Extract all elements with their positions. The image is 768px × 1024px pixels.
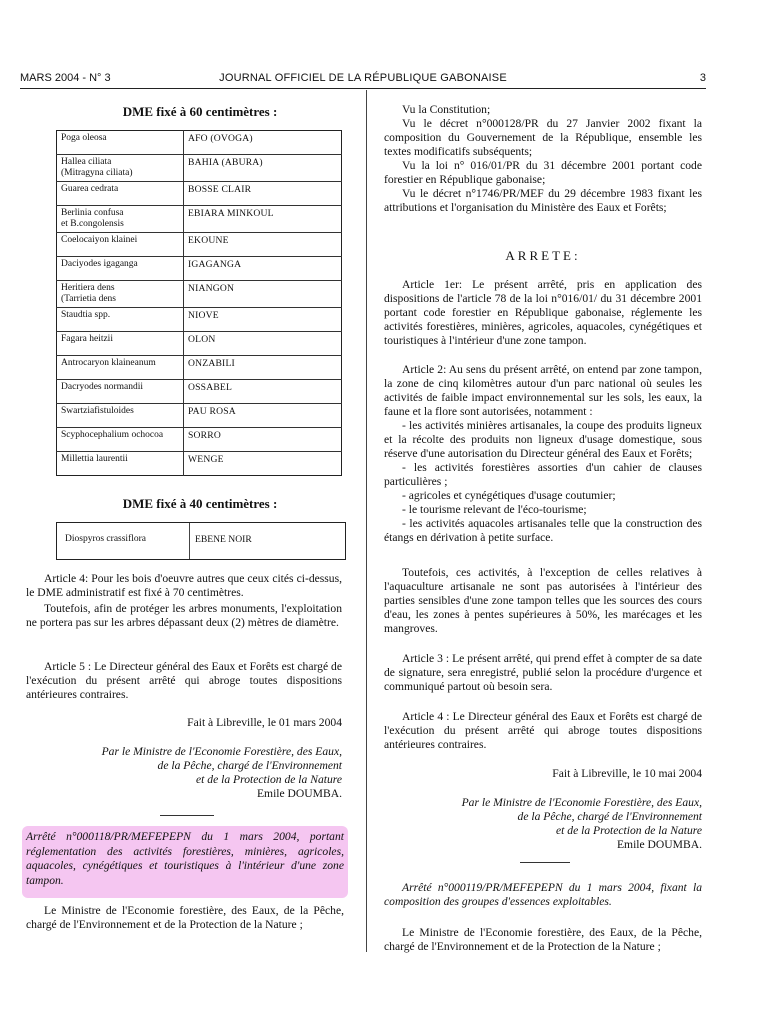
signatory-name: Emile DOUMBA. (616, 838, 702, 851)
species-scientific-name: Berlinia confusa et B.congolensis (57, 206, 184, 233)
list-item: - les activités minières artisanales, la coupe des produits ligneux et la récolte des produits non ligneux d'usage domestique, sous réserve d'une autorisation du Directeur général des Eaux et Forêts; (384, 419, 702, 460)
signature-block-left (26, 745, 342, 801)
species-common-name: EBENE NOIR (195, 534, 252, 545)
species-common-name: NIANGON (184, 281, 342, 308)
species-common-name: EKOUNE (184, 233, 342, 257)
dme60-caption: DME fixé à 60 centimètres : (122, 104, 278, 119)
arrete-heading: ARRETE: (505, 248, 581, 263)
list-item: - les activités forestières assorties d'un cahier de clauses particulières ; (384, 461, 702, 488)
species-table-60 (56, 130, 342, 476)
dme40-caption: DME fixé à 40 centimètres : (122, 496, 278, 511)
species-scientific-name: Millettia laurentii (57, 452, 184, 476)
issue-number: MARS 2004 - N° 3 (20, 72, 111, 84)
table-divider (189, 523, 190, 559)
vu-decret-128: Vu le décret n°000128/PR du 27 Janvier 2002 fixant la composition du Gouvernement de la République, ensemble les textes modificatifs subséquents; (384, 117, 702, 158)
species-common-name: BAHIA (ABURA) (184, 155, 342, 182)
section-divider (520, 862, 570, 863)
table-row (57, 257, 342, 281)
signature-block-right (384, 796, 702, 852)
article5-paragraph: Article 5 : Le Directeur général des Eaux et Forêts est chargé de l'exécution du présent arrêté qui abroge toutes dispositions antérieures contraires. (26, 660, 342, 701)
signature-line: et de la Protection de la Nature (196, 773, 342, 786)
species-scientific-name: Swartziafistuloides (57, 404, 184, 428)
species-common-name: WENGE (184, 452, 342, 476)
species-scientific-name: Antrocaryon klaineanum (57, 356, 184, 380)
species-common-name: SORRO (184, 428, 342, 452)
table-row (57, 356, 342, 380)
article2-list (384, 419, 702, 545)
table-row (57, 281, 342, 308)
species-common-name: BOSSE CLAIR (184, 182, 342, 206)
species-common-name: EBIARA MINKOUL (184, 206, 342, 233)
table-row (57, 308, 342, 332)
table-row (57, 182, 342, 206)
table-row (57, 404, 342, 428)
species-scientific-name: Hallea ciliata (Mitragyna ciliata) (57, 155, 184, 182)
species-common-name: AFO (OVOGA) (184, 131, 342, 155)
signature-line: de la Pêche, chargé de l'Environnement (517, 810, 702, 823)
species-scientific-name: Poga oleosa (61, 133, 107, 143)
table-row (57, 452, 342, 476)
table-row (57, 155, 342, 182)
species-scientific-name: Scyphocephalium ochocoa (57, 428, 184, 452)
table-row (57, 332, 342, 356)
species-common-name: PAU ROSA (184, 404, 342, 428)
article4-toutefois: Toutefois, afin de protéger les arbres monuments, l'exploitation ne portera pas sur les arbres dépassant deux (2) mètres de diamètre. (26, 602, 342, 629)
arrete-119-title: Arrêté n°000119/PR/MEFEPEPN du 1 mars 2004, fixant la composition des groupes d'essences exploitables. (384, 881, 702, 908)
table-row (57, 380, 342, 404)
species-common-name: NIOVE (184, 308, 342, 332)
species-scientific-name: Staudtia spp. (57, 308, 184, 332)
journal-title: JOURNAL OFFICIEL DE LA RÉPUBLIQUE GABONAISE (219, 72, 507, 84)
article4-paragraph-right: Article 4 : Le Directeur général des Eaux et Forêts est chargé de l'exécution du présent arrêté qui abroge toutes dispositions antérieures contraires. (384, 710, 702, 751)
arrete-118-title: Arrêté n°000118/PR/MEFEPEPN du 1 mars 2004, portant réglementation des activités forestières, minières, agricoles, aquacoles, cynégétiques et touristiques à l'intérieur d'une zone tampon. (26, 830, 344, 887)
species-common-name: OSSABEL (184, 380, 342, 404)
article4-paragraph: Article 4: Pour les bois d'oeuvre autres que ceux cités ci-dessus, le DME administratif est fixé à 70 centimètres. (26, 572, 342, 599)
signature-line: et de la Protection de la Nature (556, 824, 702, 837)
species-scientific-name: Diospyros crassiflora (65, 534, 146, 544)
section-divider (160, 815, 214, 816)
signatory-name: Emile DOUMBA. (256, 787, 342, 800)
minister-intro-right: Le Ministre de l'Economie forestière, des Eaux, de la Pêche, chargé de l'Environnement et de la Protection de la Nature ; (384, 926, 702, 953)
species-table-40 (56, 522, 346, 560)
article2-paragraph: Article 2: Au sens du présent arrêté, on entend par zone tampon, la zone de cinq kilomètres autour d'un parc national où seules les activités de faible impact environnemental sur les sols, les eaux, la faune et la flore sont autorisées, notamment : (384, 363, 702, 418)
journal-header (20, 64, 706, 89)
species-scientific-name: Fagara heitzii (57, 332, 184, 356)
vu-decret-1746: Vu le décret n°1746/PR/MEF du 29 décembre 1983 fixant les attributions et l'organisation du Ministère des Eaux et Forêts; (384, 187, 702, 214)
species-scientific-name: Daciyodes igaganga (57, 257, 184, 281)
signature-line: Par le Ministre de l'Economie Forestière, des Eaux, (461, 796, 702, 809)
list-item: - le tourisme relevant de l'éco-tourisme; (402, 503, 587, 516)
species-common-name: OLON (184, 332, 342, 356)
list-item: - les activités aquacoles artisanales telle que la construction des étangs en dérivation à petite surface. (384, 517, 702, 544)
vu-constitution: Vu la Constitution; (402, 103, 491, 116)
species-common-name: ONZABILI (184, 356, 342, 380)
species-scientific-name: Guarea cedrata (57, 182, 184, 206)
table-row (57, 131, 342, 155)
article1-paragraph: Article 1er: Le présent arrêté, pris en application des dispositions de l'article 78 de la loi n°016/01/ du 31 décembre 2001 portant code forestier en République gabonaise, réglemente les activités forestières, minières, agricoles, aquacoles, cynégétiques et touristiques à l'intérieur d'une zone tampon. (384, 278, 702, 347)
article3-paragraph: Article 3 : Le présent arrêté, qui prend effet à compter de sa date de signature, sera enregistré, publié selon la procédure d'urgence et communiqué partout où besoin sera. (384, 652, 702, 693)
article2-toutefois: Toutefois, ces activités, à l'exception de celles relatives à l'aquaculture artisanale ne sont pas autorisées à l'intérieur des parties sensibles d'une zone tampon telles que les sources des cours d'eau, les zones à pentes supérieures à 50%, les marécages et les mangroves. (384, 566, 702, 635)
list-item: - agricoles et cynégétiques d'usage coutumier; (402, 489, 616, 502)
signature-line: Par le Ministre de l'Economie Forestière, des Eaux, (101, 745, 342, 758)
fait-a-libreville-left: Fait à Libreville, le 01 mars 2004 (187, 716, 342, 729)
column-separator (366, 90, 367, 952)
species-scientific-name: Dacryodes normandii (57, 380, 184, 404)
page-number: 3 (699, 72, 706, 84)
table-row (57, 206, 342, 233)
species-scientific-name: Heritiera dens (Tarrietia dens (57, 281, 184, 308)
minister-intro-left: Le Ministre de l'Economie forestière, des Eaux, de la Pêche, chargé de l'Environnement et de la Protection de la Nature ; (26, 904, 344, 931)
vu-loi-016: Vu la loi n° 016/01/PR du 31 décembre 2001 portant code forestier en République gabonaise; (384, 159, 702, 186)
species-common-name: IGAGANGA (184, 257, 342, 281)
fait-a-libreville-right: Fait à Libreville, le 10 mai 2004 (552, 767, 702, 780)
table-row (57, 233, 342, 257)
table-row (57, 428, 342, 452)
species-scientific-name: Coelocaiyon klainei (57, 233, 184, 257)
signature-line: de la Pêche, chargé de l'Environnement (157, 759, 342, 772)
